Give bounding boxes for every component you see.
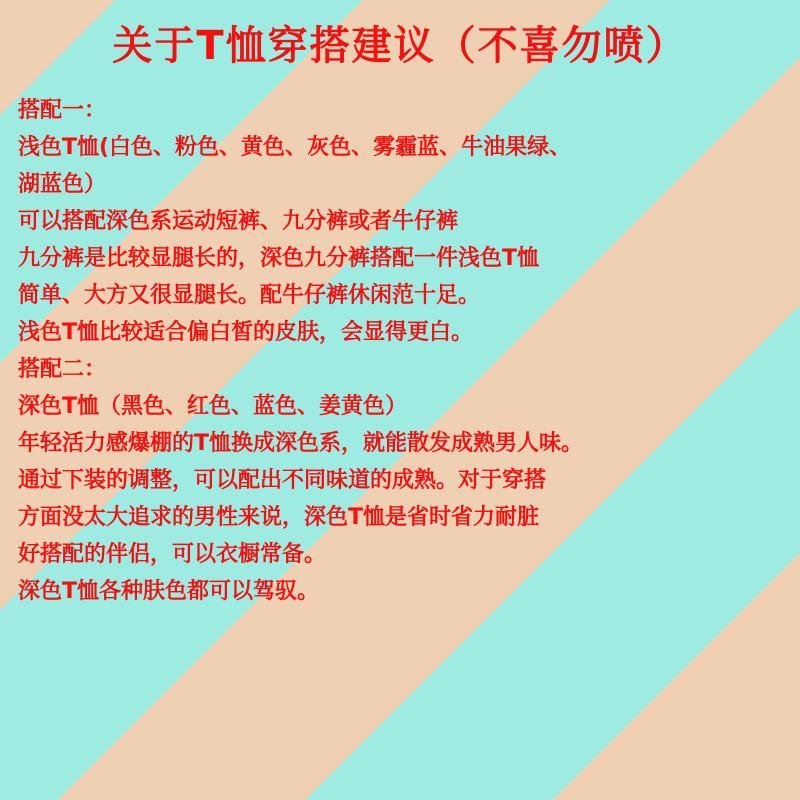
section-heading-1: 搭配一： xyxy=(18,98,107,123)
text-line: 浅色T恤比较适合偏白皙的皮肤，会显得更白。 xyxy=(18,320,474,345)
section-heading-2: 搭配二： xyxy=(18,357,107,382)
text-line: 简单、大方又很显腿长。配牛仔裤休闲范十足。 xyxy=(18,283,481,308)
text-line: 通过下装的调整，可以配出不同味道的成熟。对于穿搭 xyxy=(18,468,547,493)
page-title: 关于T恤穿搭建议（不喜勿喷） xyxy=(112,23,688,69)
text-line: 深色T恤（黑色、红色、蓝色、姜黄色） xyxy=(18,394,408,419)
text-line: 湖蓝色） xyxy=(18,172,107,197)
text-line: 可以搭配深色系运动短裤、九分裤或者牛仔裤 xyxy=(18,209,459,234)
text-line: 深色T恤各种肤色都可以驾驭。 xyxy=(18,579,320,604)
text-line: 浅色T恤(白色、粉色、黄色、灰色、雾霾蓝、牛油果绿、 xyxy=(18,135,572,160)
text-line: 方面没太大追求的男性来说，深色T恤是省时省力耐脏 xyxy=(18,505,540,530)
text-line: 九分裤是比较显腿长的，深色九分裤搭配一件浅色T恤 xyxy=(18,246,540,271)
text-line: 年轻活力感爆棚的T恤换成深色系，就能散发成熟男人味。 xyxy=(18,431,584,456)
text-body xyxy=(18,92,793,610)
text-line: 好搭配的伴侣，可以衣橱常备。 xyxy=(18,542,327,567)
